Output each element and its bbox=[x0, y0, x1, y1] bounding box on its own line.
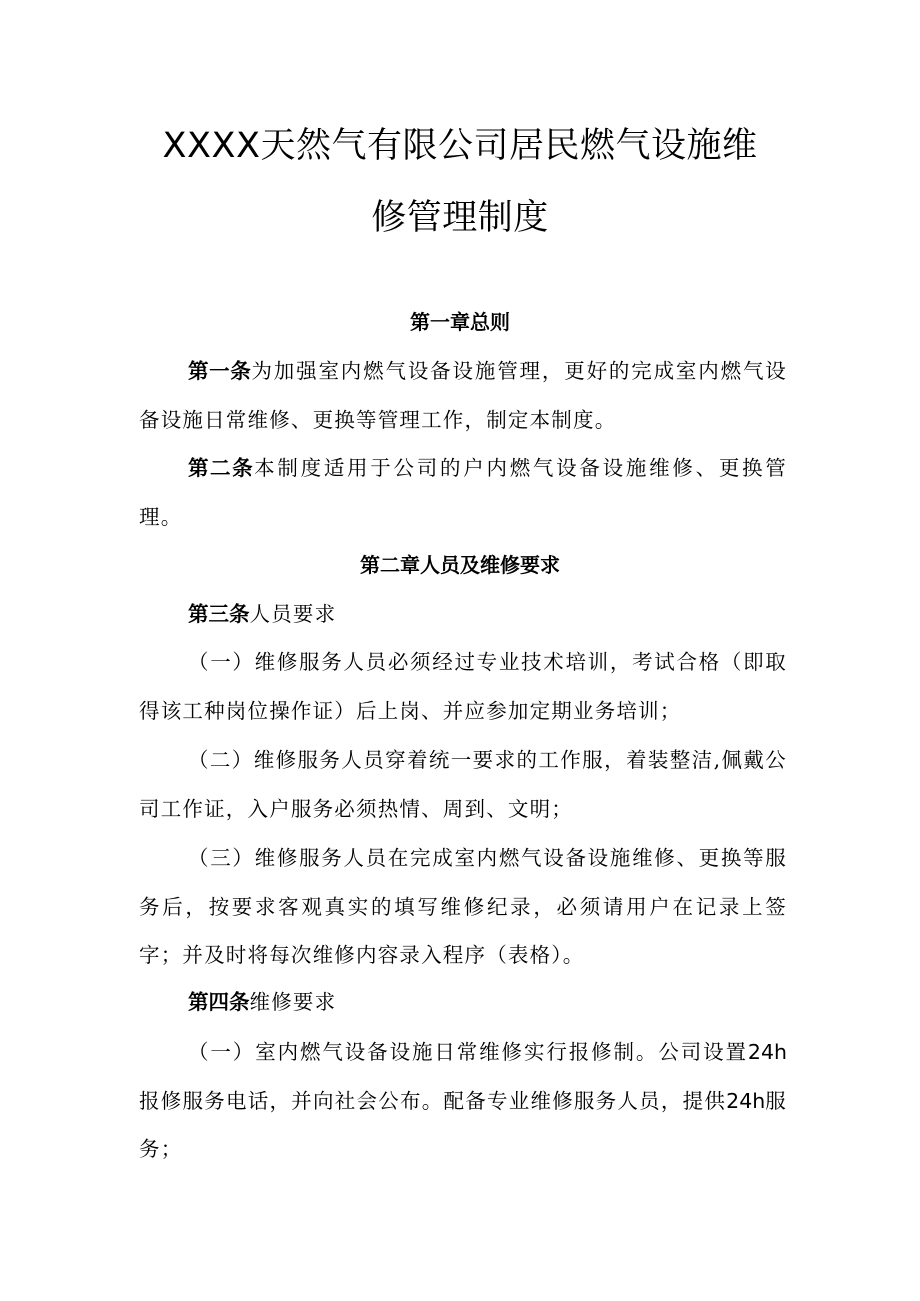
chapter-1-heading: 第一章总则 bbox=[410, 310, 510, 334]
article-3-item-2: （二）维修服务人员穿着统一要求的工作服，着装整洁,佩戴公司工作证，入户服务必须热情、周到、文明； bbox=[139, 748, 787, 821]
article-4-item-1-part-3: 服务； bbox=[139, 1088, 787, 1161]
article-4-item-1-hours-2: 24h bbox=[726, 1088, 766, 1113]
document-title-line-1: XXXX天然气有限公司居民燃气设施维 bbox=[162, 126, 758, 166]
article-3-text: 人员要求 bbox=[249, 602, 337, 626]
article-4 bbox=[139, 978, 787, 1027]
article-4-item-1-part-1: （一）室内燃气设备设施日常维修实行报修制。公司设置 bbox=[188, 1040, 748, 1064]
article-3-item-1: （一）维修服务人员必须经过专业技术培训，考试合格（即取得该工种岗位操作证）后上岗、并应参加定期业务培训； bbox=[139, 650, 787, 723]
article-4-lead: 第四条 bbox=[188, 990, 250, 1014]
article-3 bbox=[139, 590, 787, 639]
article-4-text: 维修要求 bbox=[249, 990, 337, 1014]
article-2 bbox=[139, 444, 787, 541]
article-4-item-1-part-2: 报修服务电话，并向社会公布。配备专业维修服务人员，提供 bbox=[139, 1088, 727, 1113]
document-title-line-2: 修管理制度 bbox=[371, 198, 549, 238]
article-1-lead: 第一条 bbox=[188, 359, 252, 383]
article-4-item-1-hours-1: 24h bbox=[747, 1040, 787, 1064]
article-3-item-3: （三）维修服务人员在完成室内燃气设备设施维修、更换等服务后，按要求客观真实的填写维修纪录，必须请用户在记录上签字；并及时将每次维修内容录入程序（表格）。 bbox=[139, 846, 787, 967]
article-2-text: 本制度适用于公司的户内燃气设备设施维修、更换管理。 bbox=[139, 456, 787, 529]
article-2-lead: 第二条 bbox=[188, 456, 255, 480]
article-1-text: 为加强室内燃气设备设施管理，更好的完成室内燃气设备设施日常维修、更换等管理工作，制定本制度。 bbox=[139, 359, 787, 432]
article-3-lead: 第三条 bbox=[188, 602, 250, 626]
chapter-2-heading: 第二章人员及维修要求 bbox=[360, 553, 560, 577]
article-4-item-1 bbox=[139, 1028, 787, 1174]
article-1 bbox=[139, 347, 787, 444]
